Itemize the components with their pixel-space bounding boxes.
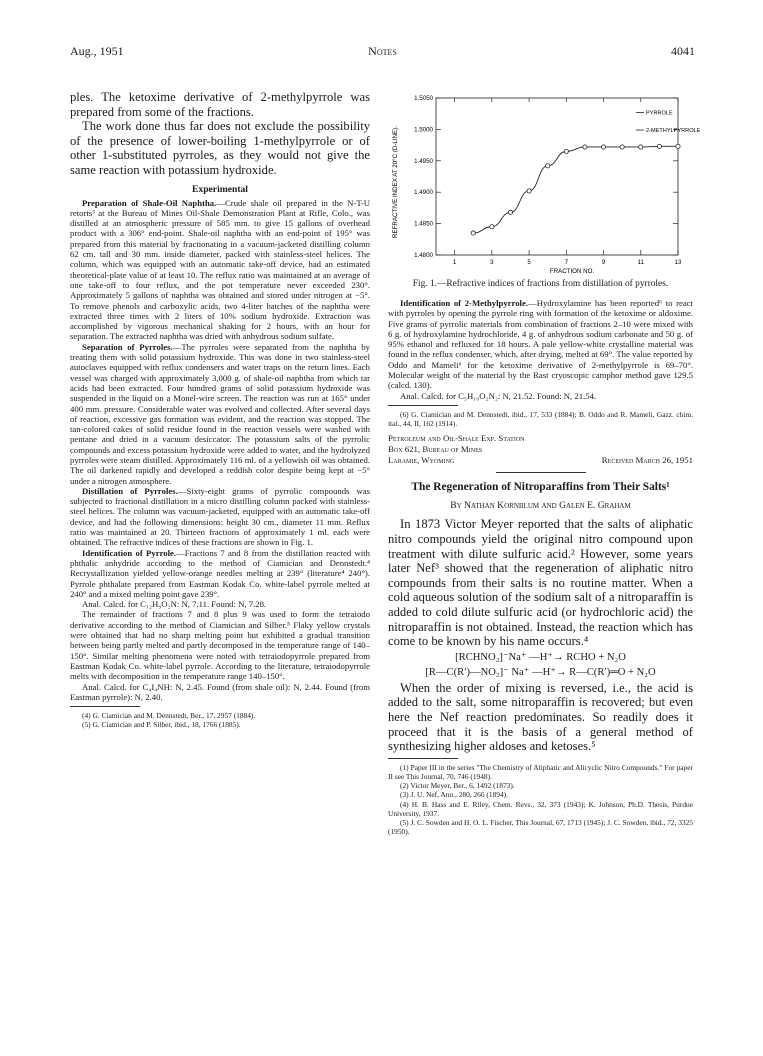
distillation-heading: Distillation of Pyrroles. (82, 485, 178, 496)
x-tick-label: 11 (637, 259, 644, 266)
experimental-heading: Experimental (192, 183, 248, 195)
methylpyrrole-paragraph (388, 298, 693, 391)
tetraiodo-paragraph: The remainder of fractions 7 and 8 plus 9 was used to form the tetraiodo derivative according to the method of Ciamician and Silber.⁵ Flaky yellow crystals were obtained that had no sharp melting point but exhibited a gradual transition between being partly melted and partly decomposed in the temperature range of 140–150°. Similar melting phenomena were noted with tetraiodopyrrole prepared from Eastman Kodak Co. white-label pyrrole. According to the literature, tetraiodopyrrole melts with decomposition in the temperature range 140–150°. (70, 609, 370, 682)
distillation-paragraph (70, 486, 370, 548)
y-tick-label: 1.4800 (414, 252, 433, 259)
affiliation-line-3 (388, 455, 693, 466)
y-tick-label: 1.5050 (414, 95, 433, 102)
y-tick-label: 1.4950 (414, 157, 433, 165)
article-byline: By Nathan Kornblum and Galen E. Graham (450, 500, 631, 512)
header-page-number: 4041 (671, 44, 695, 58)
footnote-5b: (5) J. C. Sowden and H. O. L. Fischer, This Journal, 67, 1713 (1945); J. C. Sowden, ibid., 72, 3325 (1950). (388, 817, 693, 837)
y-axis-label: REFRACTIVE INDEX AT 20°C (D-LINE). (392, 126, 399, 238)
header-section: Notes (368, 44, 397, 58)
nitro-order-paragraph: When the order of mixing is reversed, i.e., the acid is added to the salt, some nitroparaffin is recovered; but even here the Nef reaction predominates. So readily does it proceed that it is the basis of a general method of synthesizing higher aldoses and ketoses.⁵ (388, 680, 693, 754)
footnote-divider-right-2 (388, 758, 458, 759)
footnote-divider-right (388, 405, 458, 406)
x-tick-label: 9 (601, 259, 606, 266)
data-point (546, 164, 550, 168)
running-header (70, 44, 695, 60)
y-tick-label: 1.4850 (414, 220, 433, 228)
methylpyrrole-body: —Hydroxylamine has been reported⁶ to react with pyrroles by opening the pyrrole ring with formation of the ketoxime or aldoxime. Five grams of pyrrolic materials from combination of fractions 2–10 were mixed with 6 g. of hydroxylamine hydrochloride, 4 g. of anhydrous sodium carbonate and 50 g. of 95% ethanol and refluxed for 18 hours. A pale yellow-white crystalline material was found in the reflux condenser, which, after drying, melted at 69°. The value reported by Oddo and Mameli⁶ for the ketoxime derivative of 2-methylpyrrole is 69–70°. Molecular weight of the material by the Rast cryoscopic camphor method gave 129.5 (calcd. 130). (388, 298, 693, 391)
nitro-intro-paragraph: In 1873 Victor Meyer reported that the salts of aliphatic nitro compounds yield the original nitro compound upon treatment with dilute sulfuric acid.² However, some years later Nef³ showed that the regeneration of aliphatic nitro compounds from their salts is no routine matter. When a cold aqueous solution of the sodium salt of a nitroparaffin is added to cold dilute sulfuric acid (or hydrochloric acid) the nitroparaffin is not obtained. Instead, the reaction which has come to be known by his name occurs.⁴ (388, 517, 693, 649)
naphtha-paragraph (70, 198, 370, 342)
right-column (388, 90, 701, 837)
data-point (601, 145, 605, 149)
naphtha-body: —Crude shale oil prepared in the N-T-U retorts³ at the Bureau of Mines Oil-Shale Demonstration Plant at Rifle, Colo., was distilled at an atmospheric pressure of 585 mm. to give 15 gallons of overhead product with a 306° end-point. Shale-oil naphtha with an end-point of 195° was prepared from this material by fractionating in a vacuum-jacketed distilling column 62 cm. tall and 30 mm. inside diameter, packed with stainless-steel helices. The column, which was equipped with an automatic take-off device, had an estimated theoretical-plate value of at least 10. The reflux ratio was maintained at an average of one take-off to four reflux, and the pot temperature never exceeded 230°. Approximately 5 gallons of naphtha was obtained and stored under nitrogen at −5°. To remove phenols and carboxylic acids, two 4-liter batches of the naphtha were extracted three times with 2 liters of 10% sodium hydroxide. Extraction was accomplished by vigorous mechanical shaking for 2 hours, with an hour for separation. The extracted naphtha was dried with anhydrous sodium sulfate. (70, 197, 370, 342)
analysis-1: Anal. Calcd. for C₁₂H₉O₂N: N, 7.11. Found: N, 7.28. (82, 599, 267, 610)
separation-heading: Separation of Pyrroles. (82, 341, 173, 352)
footnote-6: (6) G. Ciamician and M. Dennstedt, ibid., 17, 533 (1884); B. Oddo and R. Mameli, Gazz. chim. ital., 44, II, 162 (1914). (388, 409, 693, 429)
data-point (657, 144, 661, 148)
separation-body: —The pyrroles were separated from the naphtha by treating them with solid potassium hydroxide. This was done in two stainless-steel autoclaves equipped with reflux condensers and water traps on the return lines. Each vessel was charged with approximately 3,000 g. of shale-oil naphtha from which tar acids had been extracted. Four hundred grams of solid potassium hydroxide was suspended in the liquid on a Monel-wire screen. The reaction was run at 165° under 400 mm. pressure. Considerable water was evolved and collected. After several days of reaction, excessive gas formation was evident, and the reaction was stopped. The tan-colored cakes of solid residue found in the reaction vessels were washed with pentane and dried in a vacuum desiccator. The potassium salts of the pyrrolic compounds and excess potassium hydroxide were added to water, and the hydrolyzed pyrroles were steam distilled. Approximately 116 ml. of a yellowish oil was obtained. The oil darkened rapidly and developed a reddish color despite being kept at −5° under a nitrogen atmosphere. (70, 341, 370, 486)
legend-label: 2-METHYLPYRROLE (646, 128, 701, 135)
data-point (564, 149, 568, 153)
plot-area (414, 95, 701, 266)
x-tick-label: 1 (452, 259, 457, 266)
series-line (473, 146, 678, 233)
footnote-1b: (1) Paper III in the series "The Chemistry of Aliphatic and Alicyclic Nitro Compounds." For paper II see This Journal, 70, 746 (1948). (388, 762, 693, 781)
equation-2: [R—C(R′)—NO₂]⁻ Na⁺ —H⁺→ R—C(R′)═O + N₂O (425, 666, 656, 678)
affiliation-city: Laramie, Wyoming (388, 455, 455, 466)
data-point (676, 144, 680, 148)
naphtha-heading: Preparation of Shale-Oil Naphtha. (82, 197, 217, 208)
footnote-5: (5) G. Ciamician and P. Silber, ibid., 18, 1766 (1885). (82, 720, 241, 730)
data-point (490, 225, 494, 229)
x-tick-label: 3 (490, 259, 494, 266)
data-point (583, 145, 587, 149)
received-date: Received March 26, 1951 (601, 455, 693, 466)
distillation-body: —Sixty-eight grams of pyrrolic compounds was subjected to fractional distillation in a micro distilling column packed with stainless-steel helices. The column was vacuum-jacketed, equipped with an automatic take-off device, and had the following dimensions: height 30 cm., diameter 11 mm. Reflux ratio was maintained at 20. Thirteen fractions of approximately 1 ml. each were obtained. The refractive indices of these fractions are shown in Fig. 1. (70, 485, 370, 548)
data-point (639, 145, 643, 149)
data-point (471, 231, 475, 235)
y-tick-label: 1.5000 (414, 126, 433, 134)
figure-caption: Fig. 1.—Refractive indices of fractions from distillation of pyrroles. (412, 279, 669, 289)
footnote-2b: (2) Victor Meyer, Ber., 6, 1492 (1873). (400, 781, 515, 791)
x-tick-label: 5 (527, 259, 531, 266)
equation-1: [RCHNO₂]⁻Na⁺ —H⁺→ RCHO + N₂O (455, 651, 626, 663)
footnote-4: (4) G. Ciamician and M. Dennstedt, Ber., 17, 2957 (1884). (82, 711, 256, 721)
analysis-3: Anal. Calcd. for C₅H₁₀O₂N₂: N, 21.52. Found: N, 21.54. (400, 390, 597, 401)
affiliation-line-1: Petroleum and Oil-Shale Exp. Station (388, 433, 525, 444)
footnote-divider (70, 706, 140, 707)
separation-paragraph (70, 342, 370, 486)
analysis-2: Anal. Calcd. for C₄I₄NH: N, 2.45. Found (from shale oil): N, 2.44. Found (from Eastman pyrrole): N, 2.40. (70, 681, 370, 702)
legend-label: PYRROLE (646, 110, 673, 117)
data-point (508, 210, 512, 214)
methylpyrrole-heading: Identification of 2-Methylpyrrole. (400, 298, 528, 308)
data-point (527, 189, 531, 193)
refractive-index-chart (388, 90, 701, 275)
pyrrole-id-paragraph (70, 548, 370, 599)
header-date: Aug., 1951 (70, 44, 124, 58)
pyrrole-id-heading: Identification of Pyrrole. (82, 547, 177, 558)
x-axis-label: FRACTION NO. (549, 268, 595, 275)
article-divider (496, 472, 586, 473)
intro-paragraph-1: ples. The ketoxime derivative of 2-methylpyrrole was prepared from some of the fractions. (70, 90, 370, 119)
affiliation-line-2: Box 621, Bureau of Mines (388, 444, 483, 455)
x-tick-label: 13 (674, 259, 682, 266)
pyrrole-id-body: —Fractions 7 and 8 from the distillation reacted with phthalic anhydride according to the method of Ciamician and Dennstedt.⁴ Recrystallization yielded yellow-orange needles melting at 239° (literature⁴ 240°). Pyrrole phthalate prepared from Eastman Kodak Co. white-label pyrrole melted at 240° and a mixed melting point gave 239°. (70, 547, 370, 599)
article-title: The Regeneration of Nitroparaffins from Their Salts¹ (411, 481, 670, 494)
footnote-3b: (3) J. U. Nef, Ann., 280, 266 (1894). (400, 790, 508, 800)
x-tick-label: 7 (564, 259, 569, 266)
intro-paragraph-2: The work done thus far does not exclude the possibility of the presence of lower-boiling 1-methylpyrrole or of other 1-substituted pyrroles, as they would not give the same reaction with potassium hydroxide. (70, 119, 370, 177)
left-column (70, 90, 370, 730)
data-point (620, 145, 624, 149)
footnote-4b: (4) H. B. Hass and E. Riley, Chem. Revs., 32, 373 (1943); K. Johnson, Ph.D. Thesis, Purdue University, 1937. (388, 799, 693, 818)
y-tick-label: 1.4900 (414, 189, 433, 197)
